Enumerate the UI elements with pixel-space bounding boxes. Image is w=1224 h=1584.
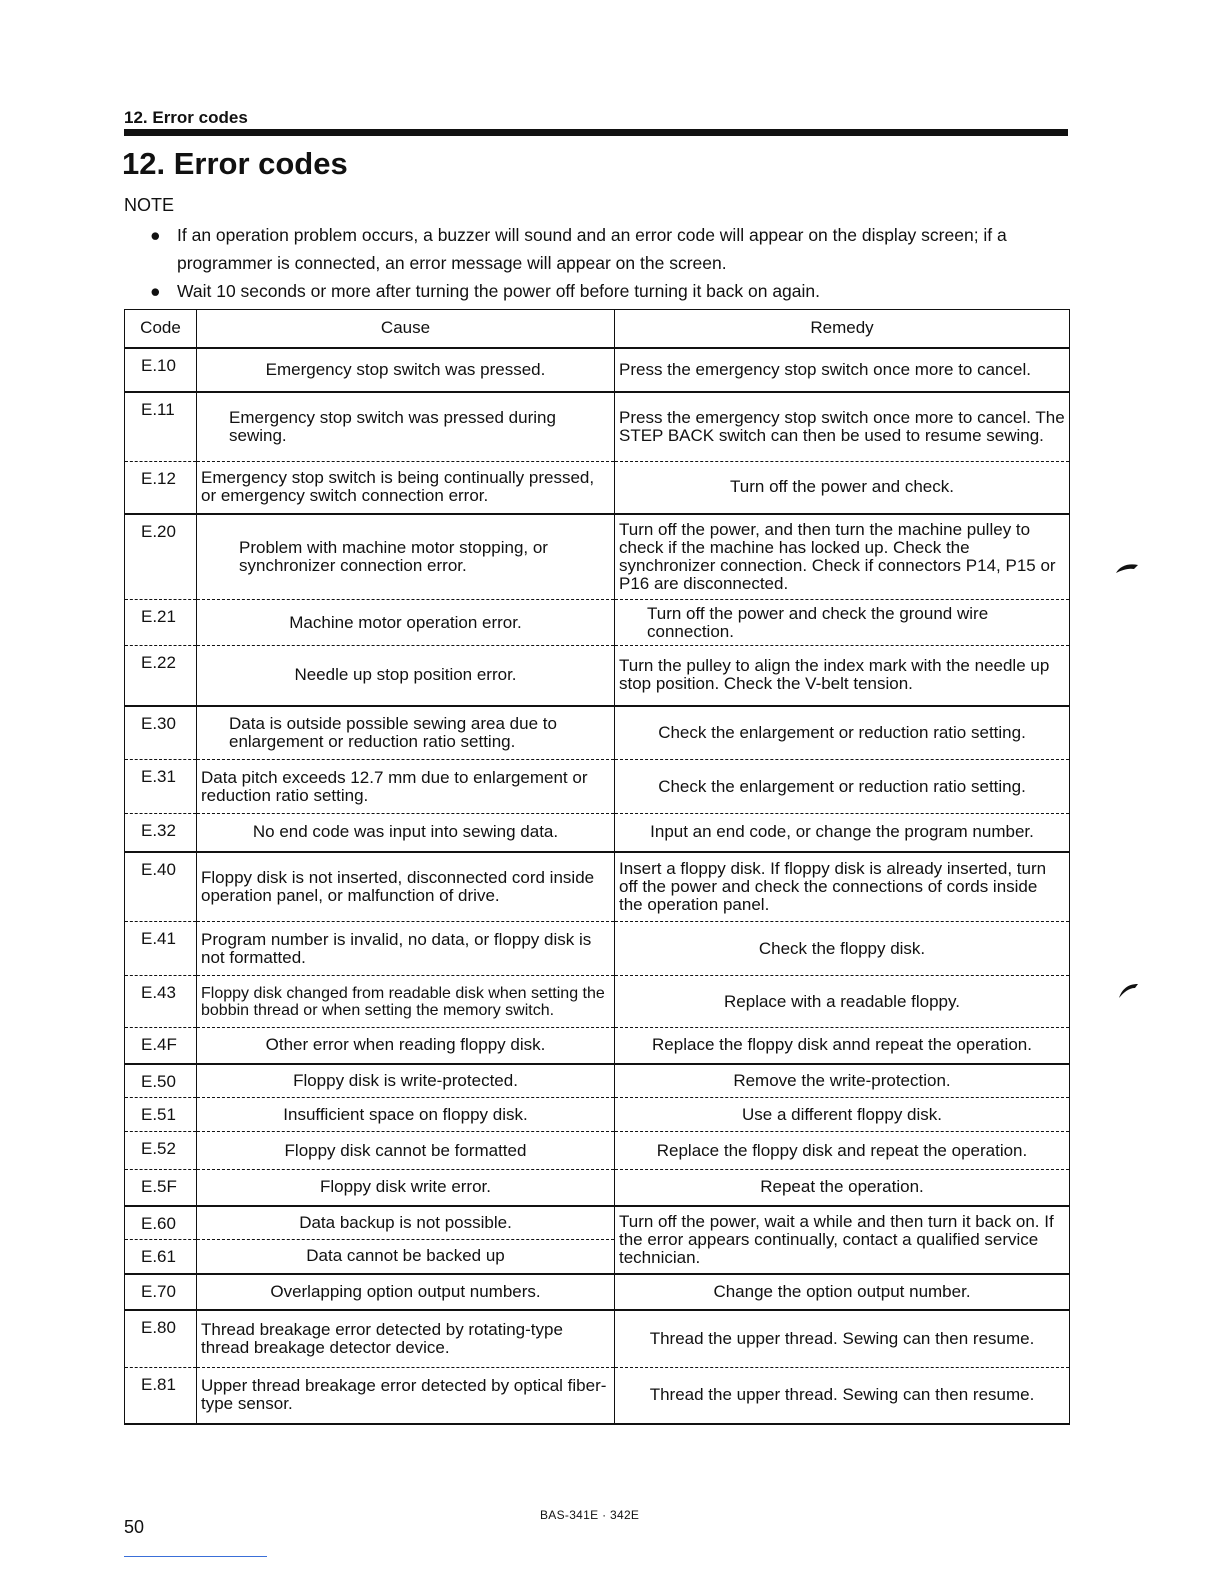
row-remedy: Remove the write-protection. bbox=[615, 1064, 1070, 1098]
table-row bbox=[125, 976, 1070, 1028]
row-remedy: Input an end code, or change the program number. bbox=[615, 814, 1070, 852]
row-remedy: Replace with a readable floppy. bbox=[615, 976, 1070, 1028]
row-code: E.81 bbox=[125, 1368, 197, 1424]
row-code: E.30 bbox=[125, 706, 197, 760]
row-code: E.31 bbox=[125, 760, 197, 814]
row-code: E.70 bbox=[125, 1274, 197, 1310]
row-code: E.41 bbox=[125, 922, 197, 976]
header-cause: Cause bbox=[197, 310, 615, 348]
row-code: E.5F bbox=[125, 1170, 197, 1206]
row-cause: No end code was input into sewing data. bbox=[197, 814, 615, 852]
table-row bbox=[125, 1368, 1070, 1424]
bullet-icon: ● bbox=[150, 225, 161, 245]
row-cause: Needle up stop position error. bbox=[197, 646, 615, 706]
table-row bbox=[125, 706, 1070, 760]
header-rule bbox=[124, 129, 1068, 136]
row-code: E.20 bbox=[125, 514, 197, 600]
table-row bbox=[125, 1098, 1070, 1132]
pen-mark-icon bbox=[1114, 560, 1142, 576]
header-code: Code bbox=[125, 310, 197, 348]
table-row bbox=[125, 1310, 1070, 1368]
row-cause: Thread breakage error detected by rotating-type thread breakage detector device. bbox=[197, 1310, 615, 1368]
row-remedy: Turn off the power, and then turn the machine pulley to check if the machine has locked up. Check the synchronizer connection. Check if connectors P14, P15 or P16 are disconnected. bbox=[615, 514, 1070, 600]
row-cause: Upper thread breakage error detected by optical fiber-type sensor. bbox=[197, 1368, 615, 1424]
page-number: 50 bbox=[124, 1517, 145, 1537]
row-cause: Emergency stop switch was pressed during sewing. bbox=[197, 392, 615, 462]
header-remedy: Remedy bbox=[615, 310, 1070, 348]
row-remedy: Turn off the power, wait a while and then turn it back on. If the error appears continually, contact a qualified service technician. bbox=[615, 1206, 1070, 1274]
row-cause: Overlapping option output numbers. bbox=[197, 1274, 615, 1310]
row-cause: Data backup is not possible. bbox=[197, 1206, 615, 1240]
row-cause: Data cannot be backed up bbox=[197, 1240, 615, 1274]
row-remedy: Repeat the operation. bbox=[615, 1170, 1070, 1206]
row-code: E.22 bbox=[125, 646, 197, 706]
row-cause: Data is outside possible sewing area due to enlargement or reduction ratio setting. bbox=[197, 706, 615, 760]
model-name: BAS-341E · 342E bbox=[540, 1508, 640, 1522]
footer-rule bbox=[124, 1556, 267, 1557]
row-code: E.61 bbox=[125, 1240, 197, 1274]
note-text: If an operation problem occurs, a buzzer will sound and an error code will appear on the display screen; if a programmer is connected, an error message will appear on the screen. bbox=[177, 225, 1007, 273]
table-row bbox=[125, 814, 1070, 852]
row-code: E.50 bbox=[125, 1064, 197, 1098]
table-row bbox=[125, 514, 1070, 600]
row-cause: Data pitch exceeds 12.7 mm due to enlargement or reduction ratio setting. bbox=[197, 760, 615, 814]
table-row bbox=[125, 646, 1070, 706]
row-remedy: Thread the upper thread. Sewing can then resume. bbox=[615, 1310, 1070, 1368]
note-text: Wait 10 seconds or more after turning the power off before turning it back on again. bbox=[177, 281, 821, 301]
row-code: E.21 bbox=[125, 600, 197, 646]
row-code: E.32 bbox=[125, 814, 197, 852]
pen-mark-icon bbox=[1116, 980, 1142, 1000]
bullet-icon: ● bbox=[150, 281, 161, 301]
table-header-row bbox=[125, 310, 1070, 348]
row-cause: Other error when reading floppy disk. bbox=[197, 1028, 615, 1064]
row-code: E.40 bbox=[125, 852, 197, 922]
row-cause: Emergency stop switch was pressed. bbox=[197, 348, 615, 392]
table-row bbox=[125, 760, 1070, 814]
row-remedy: Press the emergency stop switch once more to cancel. bbox=[615, 348, 1070, 392]
row-cause: Problem with machine motor stopping, or synchronizer connection error. bbox=[197, 514, 615, 600]
row-remedy: Thread the upper thread. Sewing can then resume. bbox=[615, 1368, 1070, 1424]
table-row bbox=[125, 1028, 1070, 1064]
row-cause: Emergency stop switch is being continually pressed, or emergency switch connection error. bbox=[197, 462, 615, 514]
row-code: E.51 bbox=[125, 1098, 197, 1132]
row-cause: Floppy disk is not inserted, disconnected cord inside operation panel, or malfunction of drive. bbox=[197, 852, 615, 922]
error-code-table bbox=[124, 309, 1070, 1425]
row-remedy: Check the floppy disk. bbox=[615, 922, 1070, 976]
table-row bbox=[125, 922, 1070, 976]
note-item bbox=[150, 277, 1068, 305]
row-remedy: Turn off the power and check. bbox=[615, 462, 1070, 514]
note-label: NOTE bbox=[124, 195, 175, 215]
row-code: E.80 bbox=[125, 1310, 197, 1368]
note-list bbox=[150, 221, 1068, 305]
row-code: E.11 bbox=[125, 392, 197, 462]
row-code: E.10 bbox=[125, 348, 197, 392]
page-title: 12. Error codes bbox=[122, 146, 348, 181]
row-code: E.4F bbox=[125, 1028, 197, 1064]
row-cause: Floppy disk is write-protected. bbox=[197, 1064, 615, 1098]
row-code: E.60 bbox=[125, 1206, 197, 1240]
row-remedy: Turn off the power and check the ground wire connection. bbox=[615, 600, 1070, 646]
note-item bbox=[150, 221, 1068, 277]
row-cause: Machine motor operation error. bbox=[197, 600, 615, 646]
table-row bbox=[125, 852, 1070, 922]
row-cause: Floppy disk changed from readable disk when setting the bobbin thread or when setting the memory switch. bbox=[197, 976, 615, 1028]
table-row bbox=[125, 392, 1070, 462]
row-cause: Program number is invalid, no data, or floppy disk is not formatted. bbox=[197, 922, 615, 976]
running-head: 12. Error codes bbox=[124, 108, 248, 127]
table-row bbox=[125, 1170, 1070, 1206]
row-cause: Floppy disk write error. bbox=[197, 1170, 615, 1206]
row-remedy: Check the enlargement or reduction ratio setting. bbox=[615, 706, 1070, 760]
row-remedy: Use a different floppy disk. bbox=[615, 1098, 1070, 1132]
row-remedy: Turn the pulley to align the index mark with the needle up stop position. Check the V-belt tension. bbox=[615, 646, 1070, 706]
table-row bbox=[125, 1206, 1070, 1240]
row-remedy: Press the emergency stop switch once more to cancel. The STEP BACK switch can then be used to resume sewing. bbox=[615, 392, 1070, 462]
table-row bbox=[125, 1274, 1070, 1310]
row-cause: Floppy disk cannot be formatted bbox=[197, 1132, 615, 1170]
table-row bbox=[125, 462, 1070, 514]
table-row bbox=[125, 348, 1070, 392]
row-remedy: Replace the floppy disk and repeat the operation. bbox=[615, 1132, 1070, 1170]
row-code: E.12 bbox=[125, 462, 197, 514]
row-code: E.43 bbox=[125, 976, 197, 1028]
row-remedy: Insert a floppy disk. If floppy disk is already inserted, turn off the power and check the connections of cords inside the operation panel. bbox=[615, 852, 1070, 922]
table-row bbox=[125, 1132, 1070, 1170]
row-cause: Insufficient space on floppy disk. bbox=[197, 1098, 615, 1132]
row-remedy: Replace the floppy disk annd repeat the operation. bbox=[615, 1028, 1070, 1064]
table-row bbox=[125, 1064, 1070, 1098]
row-code: E.52 bbox=[125, 1132, 197, 1170]
row-remedy: Check the enlargement or reduction ratio setting. bbox=[615, 760, 1070, 814]
row-remedy: Change the option output number. bbox=[615, 1274, 1070, 1310]
table-row bbox=[125, 600, 1070, 646]
